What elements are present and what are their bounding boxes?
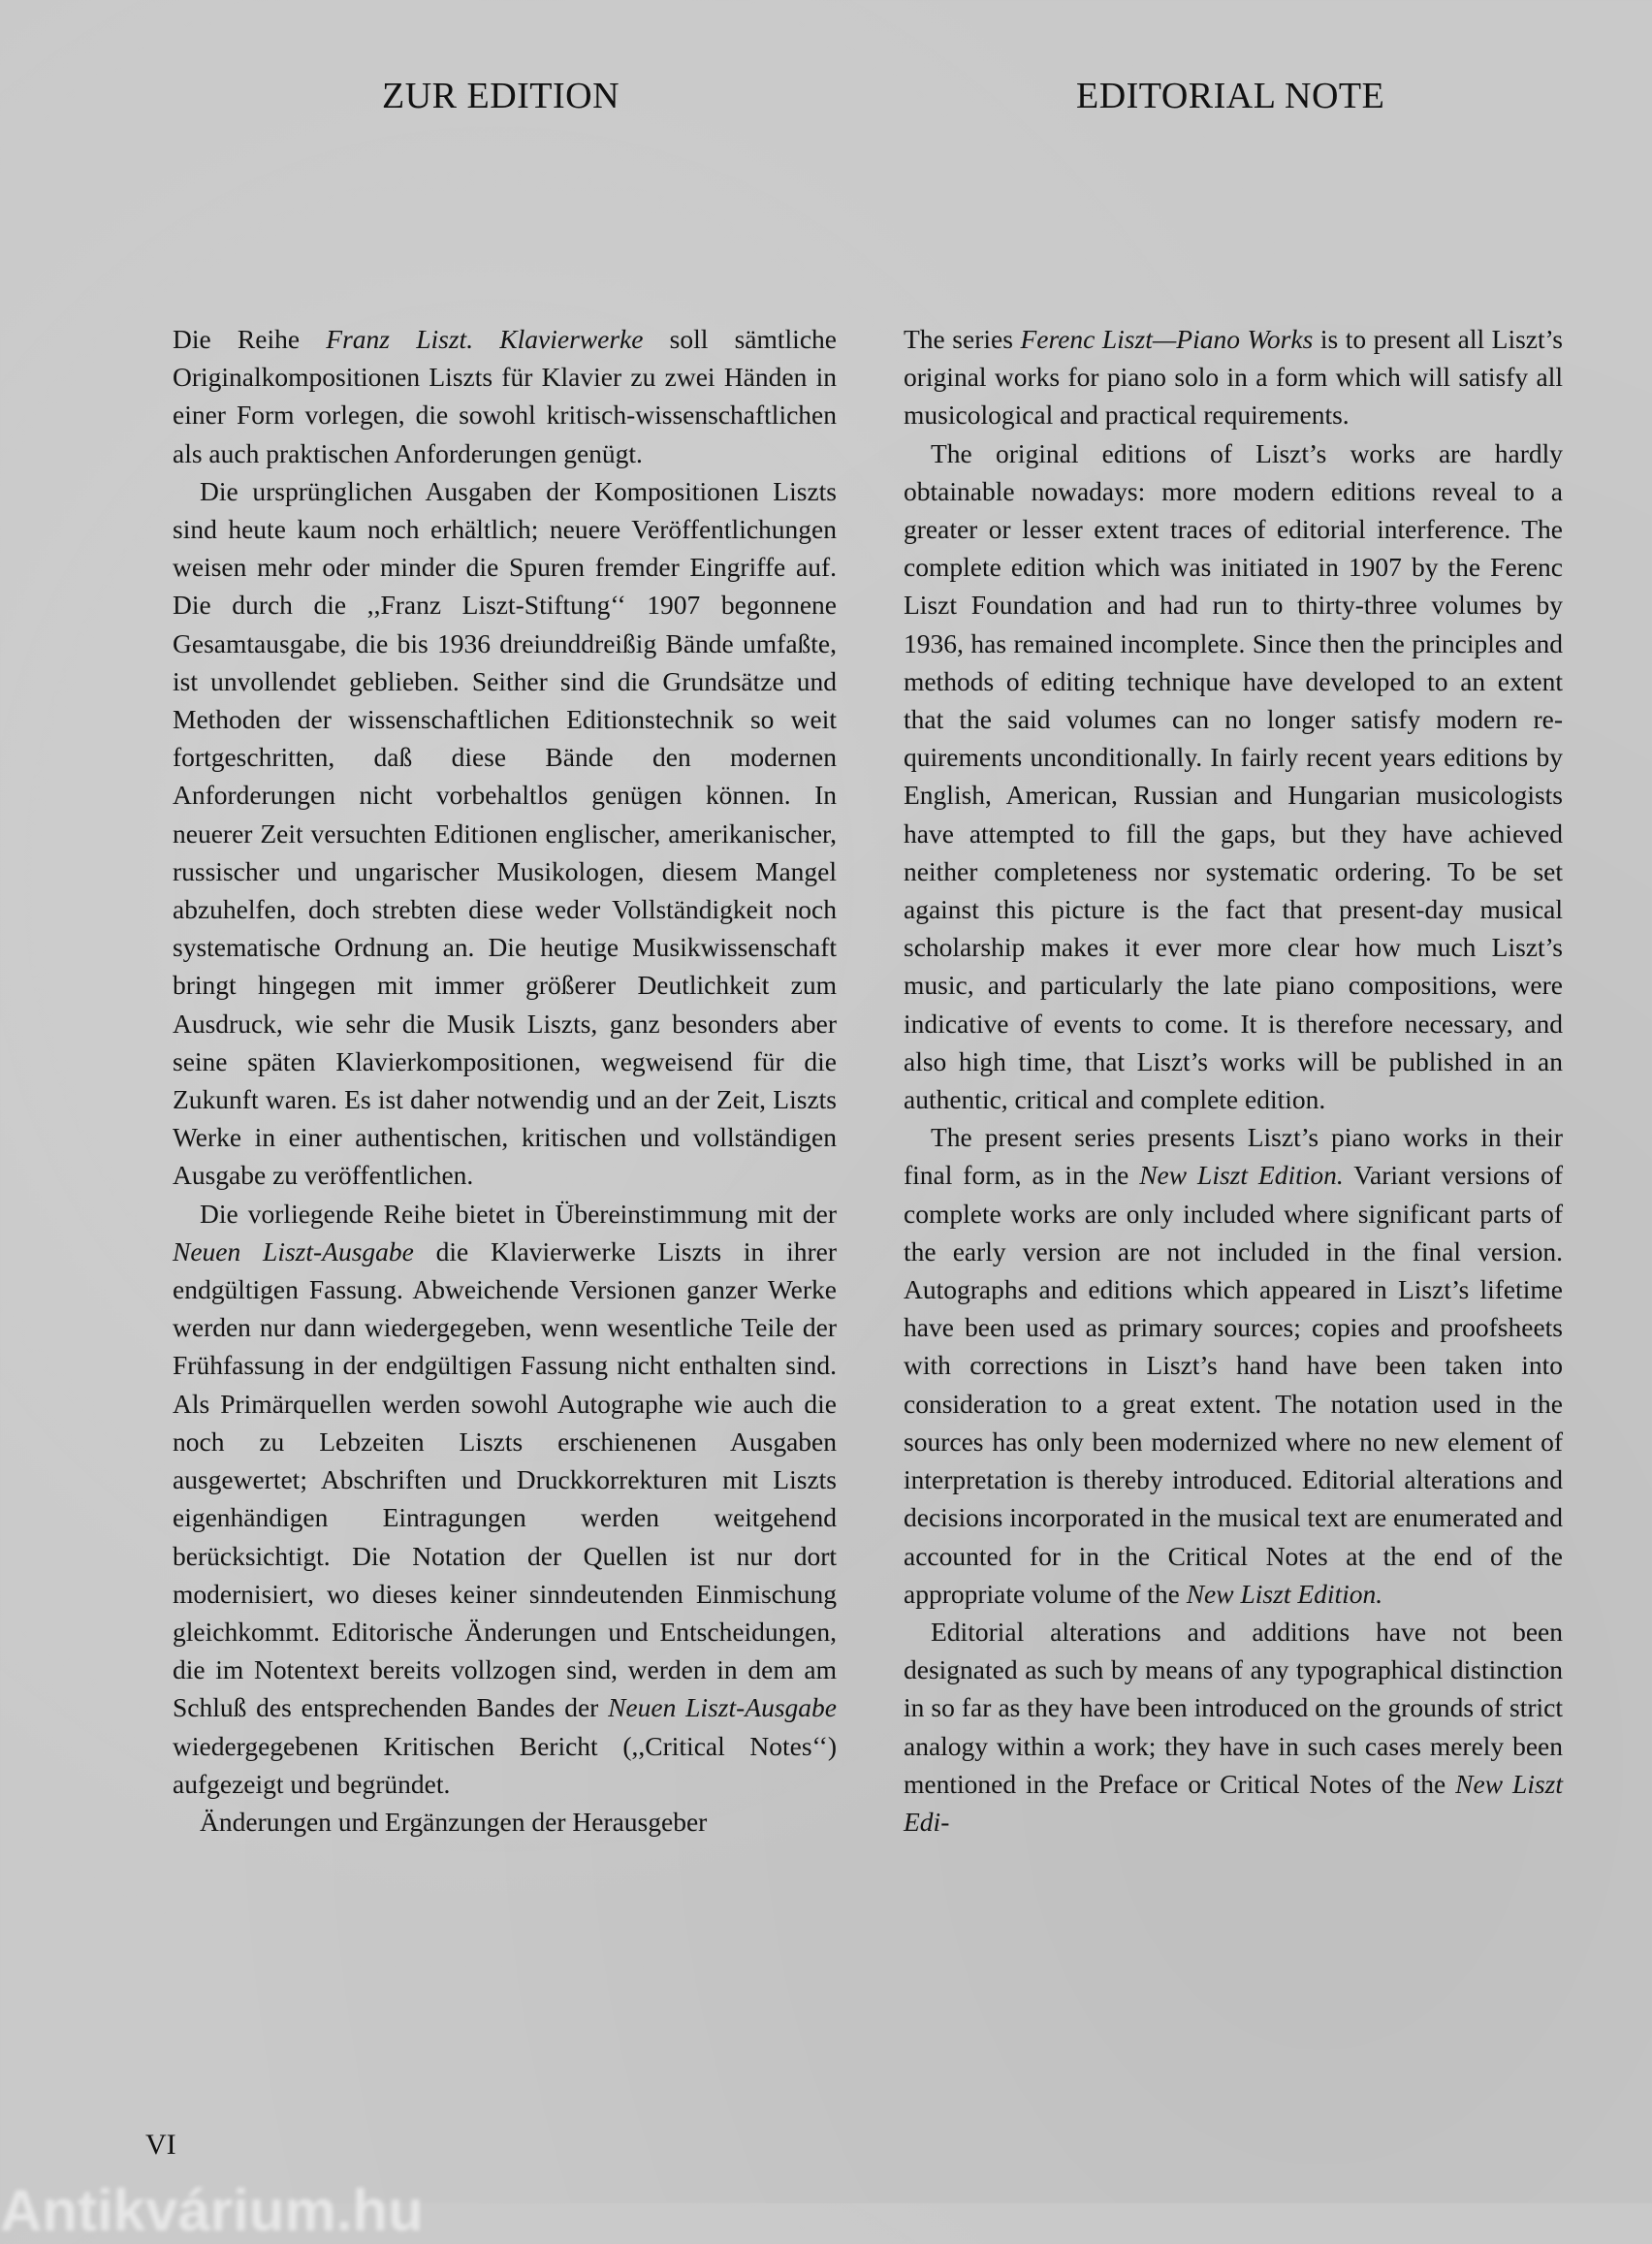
italic-title: Ferenc Liszt—Piano Works: [1020, 324, 1314, 354]
paragraph: [904, 320, 1563, 434]
english-text-column: [904, 320, 1563, 1841]
german-text-column: [173, 320, 837, 1841]
paragraph: [173, 1803, 837, 1841]
heading-english: EDITORIAL NOTE: [1076, 76, 1385, 117]
paragraph: [904, 1613, 1563, 1841]
text-run: Variant versions of complete works are only included where significant parts of the early version are not included in the final version. Autographs and editions which appeared in Liszt’s lifetime have been used as primary sources; copies and proofsheets with corrections in Liszt’s hand have been taken into consideration to a great extent. The notation used in the sources has only been modernized where no new element of interpretation is thereby introduced. Editorial alterations and decisions incorporated in the musical text are enumerated and accounted for in the Critical Notes at the end of the appropriate volume of the: [904, 1160, 1564, 1609]
italic-title: Neuen Liszt-Ausgabe: [173, 1235, 414, 1266]
italic-title: Franz Liszt. Klavierwerke: [326, 324, 644, 354]
text-run: The present series presents Liszt’s piano works in their final form, as in the: [904, 1122, 1563, 1191]
text-run: Änderungen und Ergänzungen der Herausgeber: [200, 1806, 708, 1837]
page-number: VI: [145, 2129, 176, 2161]
text-run: The original editions of Liszt’s works are hardly obtainable nowadays: more modern editions reveal to a greater or lesser extent traces of editorial interference. The complete edition which was initiated in 1907 by the Ferenc Liszt Foundation and had run to thirty-three volumes by 1936, has remained incomplete. Since then the principles and methods of editing technique have developed to an extent that the said volumes can no longer satisfy modern requirements unconditionally. In fairly recent years editions by English, American, Russian and Hungarian musicologists have attempted to fill the gaps, but they have achieved neither completeness nor systematic ordering. To be set against this picture is the fact that present-day musical scholarship makes it ever more clear how much Liszt’s music, and particularly the late piano compositions, were indicative of events to come. It is therefore necessary, and also high time, that Liszt’s works will be published in an authentic, critical and complete edition.: [904, 437, 1563, 1115]
paragraph: [173, 472, 837, 1195]
italic-title: New Liszt Edition.: [1186, 1578, 1383, 1609]
text-run: soll sämtliche Originalkompositionen Liszts für Klavier zu zwei Händen in einer Form vorlegen, die sowohl kritisch-wissenschaftlichen als auch praktischen Anforderungen genügt.: [173, 324, 837, 468]
text-run: Editorial alterations and additions have not been designated as such by means of any typographical distinction in so far as they have been introduced on the grounds of strict analogy within a work; they have in such cases merely been mentioned in the Preface or Critical Notes of the: [904, 1616, 1563, 1799]
text-run: wiedergegebenen Kritischen Bericht (,,Critical Notes‘‘) aufgezeigt und begründet.: [173, 1730, 837, 1799]
text-run: die Klavierwerke Liszts in ihrer endgültigen Fassung. Abweichende Versionen ganzer Werke werden nur dann wiedergegeben, wenn wesentliche Teile der Frühfassung in der endgültigen Fassung nicht enthalten sind. Als Primärquellen werden sowohl Autographe wie auch die noch zu Lebzeiten Liszts erschienenen Ausgaben ausgewertet; Abschriften und Druckkorrekturen mit Liszts eigenhändigen Eintragungen werden weitgehend berücksichtigt. Die Notation der Quellen ist nur dort modernisiert, wo dieses keiner sinndeutenden Einmischung gleichkommt. Editorische Änderungen und Entscheidungen, die im Notentext bereits vollzogen sind, werden in dem am Schluß des entsprechenden Bandes der: [173, 1235, 837, 1723]
text-run: is to present all Liszt’s original works for piano solo in a form which will satisfy all musicological and practical requirements.: [904, 324, 1563, 431]
heading-german: ZUR EDITION: [382, 76, 620, 117]
text-run: The series: [904, 324, 1021, 354]
paragraph: [173, 320, 837, 472]
paragraph: [173, 1195, 837, 1803]
italic-title: New Liszt Edition.: [1139, 1160, 1344, 1191]
text-run: Die Reihe: [173, 324, 327, 354]
text-run: Die ursprünglichen Ausgaben der Kompositionen Liszts sind heute kaum noch erhältlich; neuere Veröffentlichungen weisen mehr oder minder die Spuren fremder Eingriffe auf. Die durch die ,,Franz Liszt-Stiftung‘‘ 1907 begonnene Gesamtausgabe, die bis 1936 dreiunddreißig Bände umfaßte, ist unvollendet geblieben. Seither sind die Grundsätze und Methoden der wissenschaftlichen Editionstechnik so weit fortgeschritten, daß diese Bände den modernen Anforderungen nicht vorbehaltlos genügen können. In neuerer Zeit versuchten Editionen englischer, amerikanischer, russischer und ungarischer Musikologen, diesem Mangel abzuhelfen, doch strebten diese weder Vollständigkeit noch systematische Ordnung an. Die heutige Musikwissenschaft bringt hingegen mit immer größerer Deutlichkeit zum Ausdruck, wie sehr die Musik Liszts, ganz besonders aber seine späten Klavierkompositionen, wegweisend für die Zukunft waren. Es ist daher notwendig und an der Zeit, Liszts Werke in einer authentischen, kritischen und vollständigen Ausgabe zu veröffentlichen.: [173, 475, 837, 1191]
paragraph: [904, 434, 1563, 1119]
watermark: Antikvárium.hu: [0, 2178, 424, 2243]
italic-title: New Liszt Edi-: [904, 1768, 1563, 1837]
text-run: Die vorliegende Reihe bietet in Übereinstimmung mit der: [200, 1198, 837, 1229]
paragraph: [904, 1118, 1563, 1613]
italic-title: Neuen Liszt-Ausgabe: [608, 1692, 837, 1723]
